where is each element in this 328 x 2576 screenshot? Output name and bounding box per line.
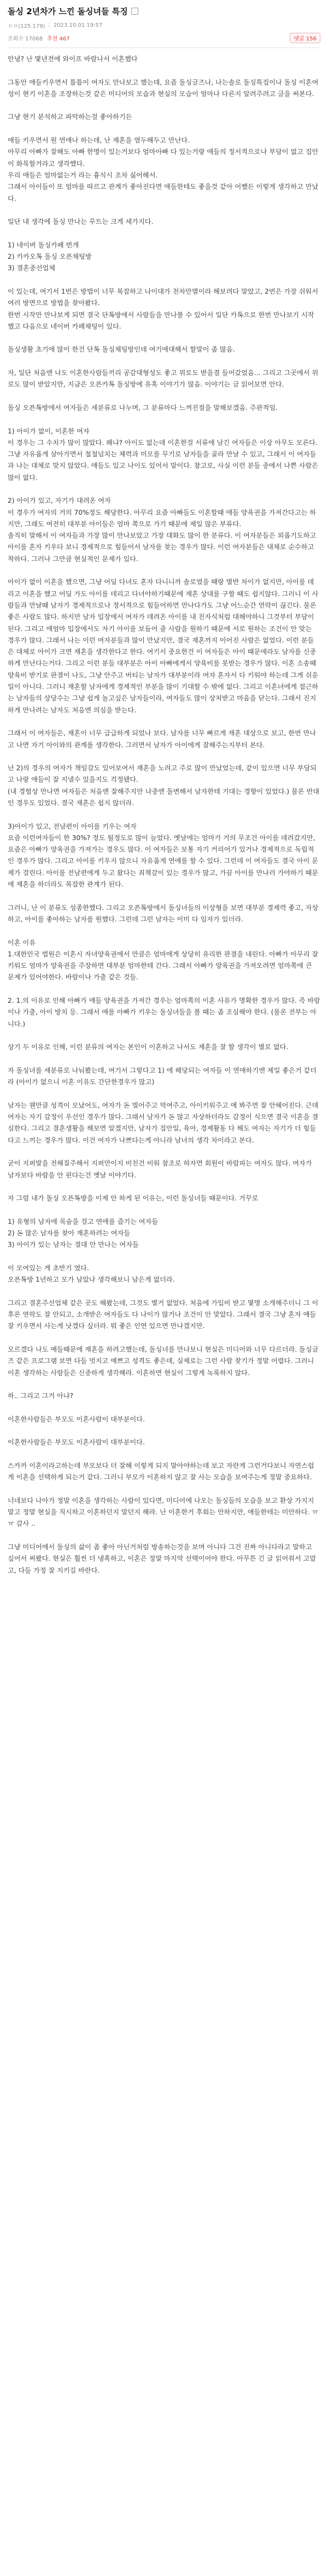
view-count: 조회수 17068 xyxy=(8,36,43,42)
post-title: 돌싱 2년차가 느낀 돌싱녀들 특징 xyxy=(8,7,128,16)
post-paragraph: 돌싱생활 초기에 많이 한건 단톡 돌싱채팅방인데 여기에대해서 할말이 좀 많음. xyxy=(8,346,235,354)
post-paragraph: 모르겠다 나도 예들때문에 재혼을 하려고했는데, 돌싱녀를 만나보니 현실은 미디어와 너무 다르더라. 돌싱글즈 같은 프로그램 보면 다들 멋지고 예쁘고 성격도 좋은데, 실제로는 그런 사람 찾기가 정말 어렵다. 그러니 이혼 생각하는 사람들은 신중하게 생각해라. 이혼하면 현실이 그렇게 녹록하지 않다. xyxy=(8,1345,319,1377)
post-paragraph: 하.. 그리고 그거 아냐? xyxy=(8,1392,74,1400)
post-paragraph: 난 2)의 경우의 여자가 책임감도 있어보여서 재혼을 노려고 주로 많이 만났었는데, 같이 있으면 너무 부담되고 나랑 애들이 잘 지낼수 있을지도 걱정됐다. (내 경험상 만나면 여자들은 처음엔 잘해주지만 나중엔 돌변해서 남자한테 기대는 경향이 있었다.) 물론 반대인 경우도 있었다. 결국 재혼은 쉽지 않더라. xyxy=(8,764,319,807)
stats-left xyxy=(8,34,70,42)
post-date: 2023.10.01 19:57 xyxy=(53,22,103,28)
post-paragraph: 상기 두 이유로 인해, 이런 분류의 여자는 본인이 이혼하고 나서도 재혼을 잘 할 생각이 별로 없다. xyxy=(8,1043,289,1051)
post-paragraph: 3)아이가 있고, 전남편이 아이를 키우는 여자 요즘 이런여자들이 한 30%? 정도 될정도로 많이 늘었다. 옛날에는 엄마가 거의 무조건 아이를 데려갔지만, 요즘은 아빠가 양육권을 가져가는 경우도 많다. 이 여자들은 보통 자기 커리어가 있거나 경제적으로 독립적인 경우가 많다. 그리고 아이를 키우지 않으니 자유롭게 연애를 할 수 있다. 그런데 이 여자들도 결국 아이 문제가 걸린다. 아이를 전남편에게 두고 왔다는 죄책감이 있는 경우가 많고, 가끔 아이를 만나러 가야하기 때문에 재혼을 하더라도 복잡한 관계가 된다. xyxy=(8,822,319,889)
post-paragraph: 애들 키우면서 원 연애나 하는데, 난 재혼을 염두해두고 만난다. 아무리 아빠가 잘해도 아빠 한명이 있는거보다 엄마아빠 다 있는거랑 애들의 정서적으로나 부담이 없고 집안이 화목할거라고 생각했다. 우리 애들은 엄마없는거 라는 흉식시 조차 싫어해서. 그래서 아이들이 또 엄마를 따르고 관계가 좋아진다면 애들한테도 좋을것 같아 어쨌든 이렇게 생각하고 만났다. xyxy=(8,136,319,203)
post-header xyxy=(0,0,328,48)
title-row xyxy=(8,5,320,17)
post-paragraph: 그냥 현기 분석하고 파악하는걸 좋아하기든 xyxy=(8,113,132,121)
post-paragraph: 이 있는데, 여기서 1번은 방법이 너무 복잡하고 나이대가 천차만별이라 해보려다 말았고, 2번은 가장 쉬워서 여러 방면으로 방법을 찾아봤다. 한번 시작만 만나보게 되면 결국 단톡방에서 사람들을 만나볼 수 있어서 일단 카톡으로 한번 만나보기 시작했고 다음으로 네이버 카페채팅이 있다. xyxy=(8,287,319,330)
post-paragraph: 이혼한사람들은 부모도 이혼사람이 대부분이다. xyxy=(8,1415,145,1423)
post-paragraph: 그냥 미디어에서 돌싱의 삶이 좀 좋아 아닌거처럼 방송하는것을 보며 아니다 그건 진짜 아니다라고 말하고 싶어서 써봤다. 현실은 훨씬 더 냉혹하고, 이혼은 정말 마지막 선택이어야 한다. 아무튼 긴 글 읽어줘서 고맙고, 다들 가정 잘 지키길 바란다. xyxy=(8,1543,317,1574)
post-paragraph: 아이가 없이 이혼을 했으면, 그냥 어딜 다녀도 혼자 다니니까 솔로였을 때랑 별반 차이가 없지만, 아이를 데리고 이혼을 했고 어딜 가도 아이를 데리고 다녀야하기때문에 재혼 상대를 구할 때도 쉽지않다. 그러니 이 사람들과 만날때 남자가 경제적으로나 정서적으로 힘들어하면 만나다가도 그냥 어느순간 연락이 끊긴다. 물론 좋은 사람도 많다. 하지만 남자 입장에서 여자가 데려온 아이를 내 친자식처럼 대해야하니 그것부터 부담이 된다. 그리고 애엄마 입장에서도 자기 아이를 보듬어 줄 사람을 원하기 때문에 서로 원하는 조건이 안 맞는 경우가 많다. 그래서 나는 이런 여자분들과 많이 만났지만, 결국 재혼까지 이어진 사람은 없었다. 이런 분들은 대체로 아이가 크면 재혼을 생각한다고 한다. 여기서 중요한건 이 여자들은 아이 때문에라도 남자를 신중하게 만난다는거다. 그리고 이런 분들 대부분은 아이 아빠에게서 양육비를 못받는 경우가 많다. 이혼 소송때 양육비 받기로 판결이 나도, 그냥 안주고 버티는 남자가 대부분이라 여자 혼자서 다 키워야 하는데 그게 쉬운일이 아니다. 그러니 재혼할 남자에게 경제적인 부분을 많이 기대할 수 밖에 없다. 그리고 이혼녀에게 접근하는 남자들의 상당수는 그냥 쉽게 놀고싶은 남자들이라, 여자들도 많이 상처받고 마음을 닫는다. 그래서 진지하게 만나려는 남자도 처음엔 의심을 받는다. xyxy=(8,578,319,714)
post-paragraph: 자, 일단 처음엔 나도 이혼한사람들끼리 공감대형성도 좋고 위로도 받을겸 들어갔었음... 그리고 그곳에서 위로도 많이 받았지만, 지금은 오픈카톡 돌싱방에 유혹 이야기가 많음. 이야기는 글 읽어보면 안다. xyxy=(8,369,319,389)
post-paragraph: 안녕? 난 몇년전에 와이프 바람나서 이혼했다 xyxy=(8,55,138,63)
post-paragraph: 2) 아이가 있고, 자기가 대려온 여자 이 경우가 여자의 거의 70%정도 해당한다. 아무리 요즘 아빠들도 이혼할때 애들 양육권을 가져간다고는 하지만, 그래도 여전히 대부분 아이들은 엄마 쪽으로 가기 때문에 제일 많은 부류다. 솔직히 말해서 이 여자들과 가장 많이 만나보았고 가장 대화도 많이 한 분류다. 이 여자분들은 외롭기도하고 아이를 혼자 키우다 보니 경제적으로 힘들어서 남자를 찾는 경우가 많다. 이런 여자분들은 대체로 순수하고 착하다. 그러나 그만큼 현실적인 문제가 있다. xyxy=(8,497,317,563)
post-paragraph: 자 그럼 내가 돌싱 오픈톡방을 이제 안 하게 된 이유는, 이런 돌싱녀들 때문이다. 거꾸로 xyxy=(8,1194,259,1203)
post-author[interactable]: ㅇㅇ(125.179) xyxy=(8,23,45,29)
image-attachment-icon xyxy=(131,8,138,15)
post-paragraph: 그동안 애들키우면서 틈틈이 여자도 만나보고 했는데, 요즘 돌싱글즈나, 나는솔로 돌싱특집이나 돌싱 이혼여성이 현기 이혼을 조장하는것 같은 미디어의 모습과 현실의 모습이 얼마나 다른지 알려주려고 글을 써본다. xyxy=(8,78,319,98)
post-body xyxy=(0,48,328,1576)
post-paragraph: 굳이 지퍼발을 전해질주해서 지퍼만이지 비친건 비워 참조로 하자면 회원이 바람피는 여자도 많다. 여자가 남자보다 바람을 안 핀다는건 옛날 이야기다. xyxy=(8,1159,314,1179)
meta-divider: | xyxy=(48,22,50,28)
post-paragraph: 남자는 웬만큼 성격이 모났어도, 여자가 돈 벌어주고 먹여주고, 아이키워주고 애 봐주면 잘 안헤어진다. 근데 여자는 자기 감정이 우선인 경우가 많다. 그래서 남자가 돈 많고 자상하더라도 감정이 식으면 결국 이혼을 결심한다. 그리고 결혼생활을 해보면 알겠지만, 남자가 집안일, 육아, 경제활동 다 해도 여자는 자기가 더 힘들다고 느끼는 경우가 많다. 이건 여자가 나쁘다는게 아니라 남녀의 생각 차이라고 본다. xyxy=(8,1101,321,1144)
post-paragraph: 그러니, 난 이 분류도 성종한했다. 그리고 오픈톡방에서 돌싱녀들의 이상형을 보면 대부분 경제력 좋고, 자상하고, 아이를 좋아하는 남자를 원했다. 그런데 그런 남자는 이미 다 임자가 있더라. xyxy=(8,903,319,923)
post-paragraph: 이혼한사람들은 부모도 이혼사람이 대부분이다. xyxy=(8,1438,145,1447)
post-paragraph: 자 돌싱녀를 세분류로 나눠봤는데, 여기서 그렇다고 1) 에 해당되는 여자들 이 연애하기엔 제일 좋은거 같더라 (아이가 없으니 이혼 이유도 간단한경우가 많고) xyxy=(8,1066,317,1086)
post-paragraph: 1) 아이가 없이, 이혼한 여자 이 경우는 그 수치가 많이 많았다. 왜냐? 아이도 없는데 이혼한걸 서류에 남긴 여자들은 이상 아무도 모른다. 그냥 자유롭게 살아가면서 철철넘치는 체력과 미모를 무기로 남자들을 골라 만날 수 있고, 그래서 이 여자들과 나는 대체로 맞지 않았다. 애들도 있고 나이도 있어서 말이다. 참고로, 사실 이런 분들 중에서 나쁜 사람은 많이 없다. xyxy=(8,427,319,481)
post-paragraph: 그래서 이 여자들은, 재혼이 너무 급급하게 되었나 보다. 남자를 너무 빠르게 재혼 대상으로 보고, 한번 만나고 나면 자기 아이와의 관계를 생각한다. 그러면서 남자가 아이에게 잘해주는지부터 본다. xyxy=(8,729,317,749)
post-paragraph: 1) 유형의 남자에 목숨을 걸고 연애를 즐기는 여자들 2) 돈 많은 남자를 찾아 재혼하려는 여자들 3) 아이가 있는 남자는 절대 안 만나는 여자들 xyxy=(8,1217,159,1249)
post-paragraph: 이 모여있는 게 초반기 였다. 오픈톡방 1년하고 모가 남았나 생각해보니 남은게 없더라. xyxy=(8,1264,175,1284)
post-paragraph: 스카까 이혼이라고하는데 부모보다 더 잘해 이렇게 되지 말아야하는데 보고 자란게 그런거다보니 자연스럽게 이혼을 선택하게 되는거 같다. 그러니 부모가 이혼하지 않고 잘 사는 모습을 보여주는게 정말 중요하다. xyxy=(8,1461,314,1482)
recommend-count: 추천 467 xyxy=(46,36,70,42)
post-paragraph: 이혼 이유 1.대한민국 법원은 이혼시 자녀양육권에서 만큼은 엄마에게 상당히 유리한 판결을 내린다. 아빠가 아무리 잘 키워도 엄마가 양육권을 주장하면 대부분 엄마한테 간다. 그래서 아빠가 양육권을 가져오려면 엄마쪽에 큰 문제가 있어야한다. 바람이나 가출 같은 것들. xyxy=(8,938,319,981)
post-paragraph: 2. 1.의 이유로 인해 아빠가 애들 양육권을 가져간 경우는 엄마쪽의 이혼 사유가 명확한 경우가 많다. 즉 바람이나 가출, 아이 방치 등. 그래서 애를 아빠가 키우는 돌싱녀들을 볼 때는 좀 조심해야 한다. (물론 전부는 아니다.) xyxy=(8,997,320,1028)
post-paragraph: 돌싱 오픈톡방에서 여자들은 세분류로 나누며, 그 분류마다 느껴진점을 말해보겠음. 주관적임. xyxy=(8,403,278,412)
post-paragraph: 너네보다 나아가 정말 이혼을 생각하는 사람이 있다면, 미디어에 나오는 돌싱들의 모습을 보고 환상 가지지 말고 정말 현실을 직시하고 이혼하던지 말던지 해라. 난 이혼한거 후회는 안하지만, 애들한테는 미안하다. ㅠㅠ 감사 .. xyxy=(8,1496,319,1528)
post-paragraph: 일단 내 생각에 돌싱 만나는 루트는 크게 세가지다. xyxy=(8,218,154,226)
post-meta xyxy=(8,21,320,29)
post-stats xyxy=(8,33,320,48)
comments-button[interactable]: 댓글 156 xyxy=(290,33,320,43)
post-paragraph: 1) 네이버 돌싱카페 번개 2) 카카오톡 돌싱 오픈채팅방 3) 결혼중선업체 xyxy=(8,241,92,272)
post-paragraph: 그리고 결혼주선업체 같은 곳도 해봤는데, 그것도 별거 없었다. 처음에 가입비 받고 몇명 소개해주더니 그 이후론 연락도 잘 안되고, 소개받은 여자들도 다 나이가 많거나 조건이 안 맞았다. 그래서 결국 그냥 혼자 애들 잘 키우면서 사는게 낫겠다 싶더라. 뭐 좋은 인연 있으면 만나겠지만. xyxy=(8,1299,319,1330)
